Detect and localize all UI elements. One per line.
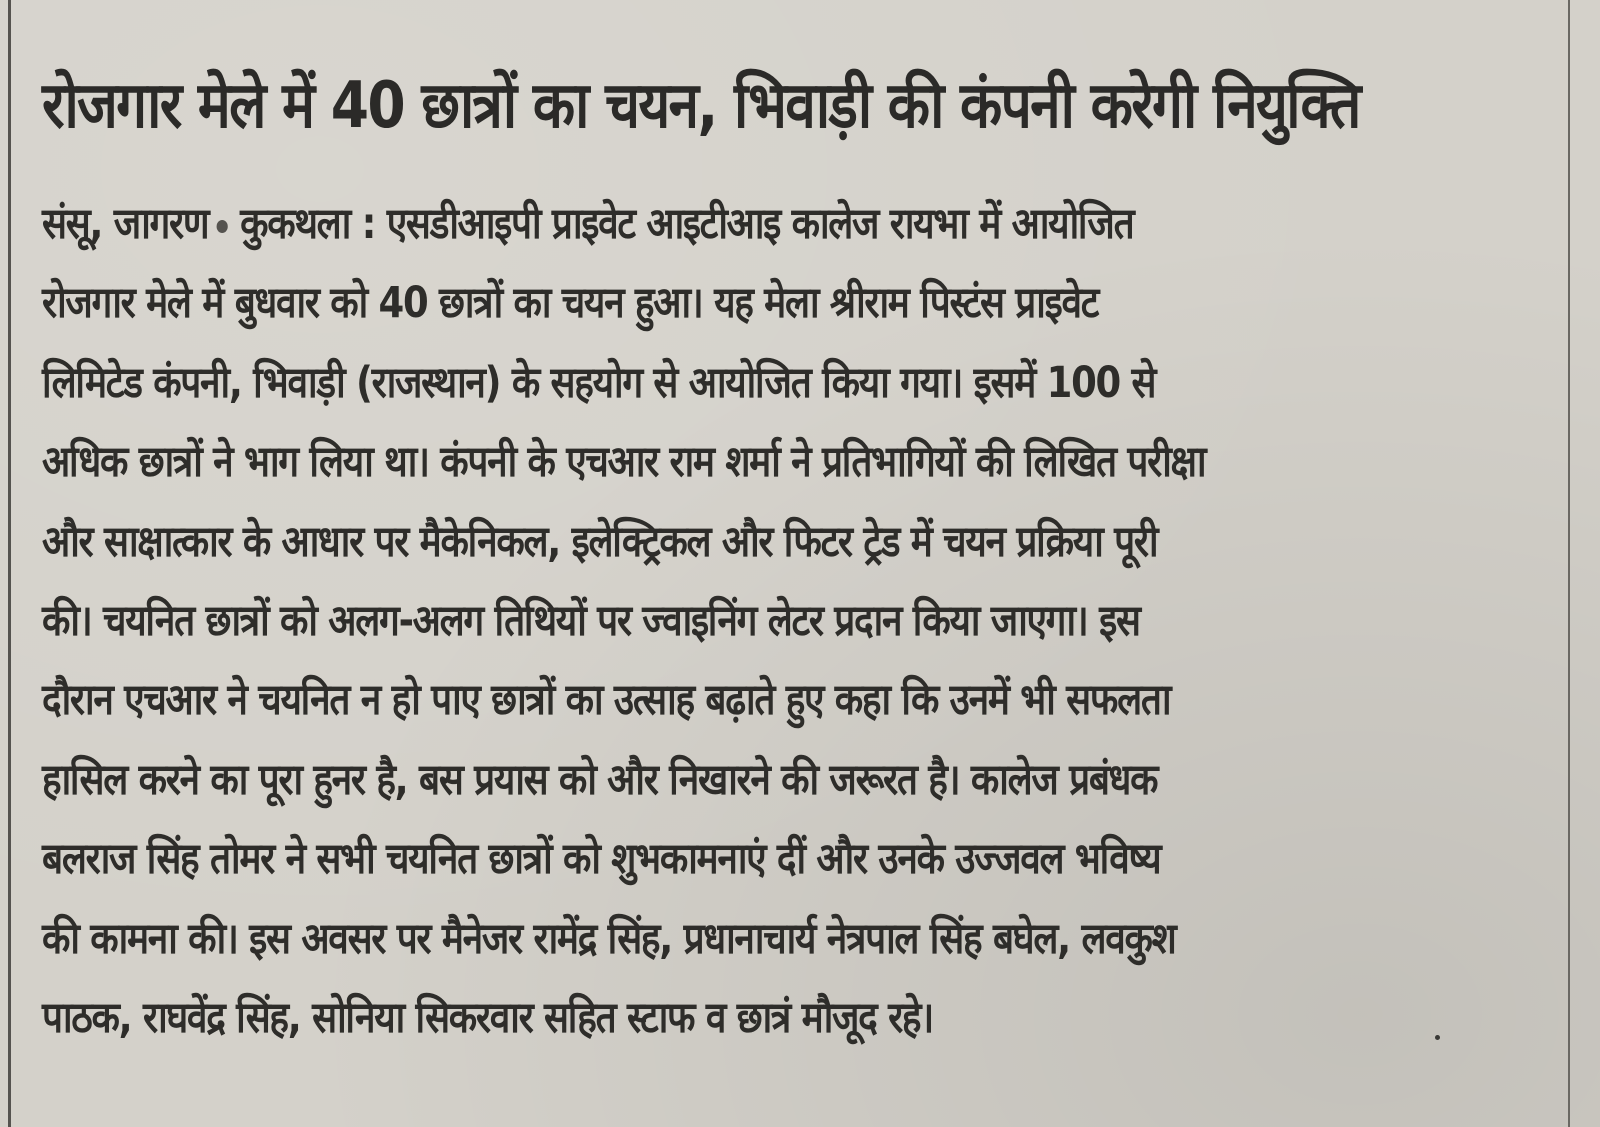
article-line-3: लिमिटेड कंपनी, भिवाड़ी (राजस्थान) के सहयोग से आयोजित किया गया। इसमें 100 से (42, 357, 1156, 408)
article-line-text: एसडीआइपी प्राइवेट आइटीआइ कालेज रायभा में आयोजित (386, 199, 1134, 249)
print-speck (1435, 1035, 1440, 1040)
article-headline: रोजगार मेले में 40 छात्रों का चयन, भिवाड़ी की कंपनी करेगी नियुक्ति (42, 69, 1360, 143)
article-line-10: की कामना की। इस अवसर पर मैनेजर रामेंद्र सिंह, प्रधानाचार्य नेत्रपाल सिंह बघेल, लवकुश (42, 913, 1176, 964)
bullet-separator-icon (217, 220, 228, 233)
column-rule-right (1568, 0, 1570, 1127)
article-line-8: हासिल करने का पूरा हुनर है, बस प्रयास को और निखारने की जरूरत है। कालेज प्रबंधक (42, 754, 1158, 805)
article-line-9: बलराज सिंह तोमर ने सभी चयनित छात्रों को शुभकामनाएं दीं और उनके उज्जवल भविष्य (42, 834, 1161, 885)
article-line-11: पाठक, राघवेंद्र सिंह, सोनिया सिकरवार सहित स्टाफ व छात्रं मौजूद रहे। (42, 992, 934, 1043)
article-line-1 (42, 185, 1504, 264)
article-line-5: और साक्षात्कार के आधार पर मैकेनिकल, इलेक्ट्रिकल और फिटर ट्रेड में चयन प्रक्रिया पूरी (42, 516, 1158, 567)
article-byline: संसू, जागरण (42, 199, 209, 249)
article-line-2: रोजगार मेले में बुधवार को 40 छात्रों का चयन हुआ। यह मेला श्रीराम पिस्टंस प्राइवेट (42, 278, 1099, 329)
article-line-4: अधिक छात्रों ने भाग लिया था। कंपनी के एचआर राम शर्मा ने प्रतिभागियों की लिखित परीक्षा (42, 437, 1206, 488)
article-line-7: दौरान एचआर ने चयनित न हो पाए छात्रों का उत्साह बढ़ाते हुए कहा कि उनमें भी सफलता (42, 675, 1171, 726)
article-dateline: कुकथला : (240, 199, 376, 249)
column-rule-left (8, 0, 11, 1127)
article-body (42, 185, 1504, 1058)
article-line-6: की। चयनित छात्रों को अलग-अलग तिथियों पर ज्वाइनिंग लेटर प्रदान किया जाएगा। इस (42, 595, 1140, 646)
